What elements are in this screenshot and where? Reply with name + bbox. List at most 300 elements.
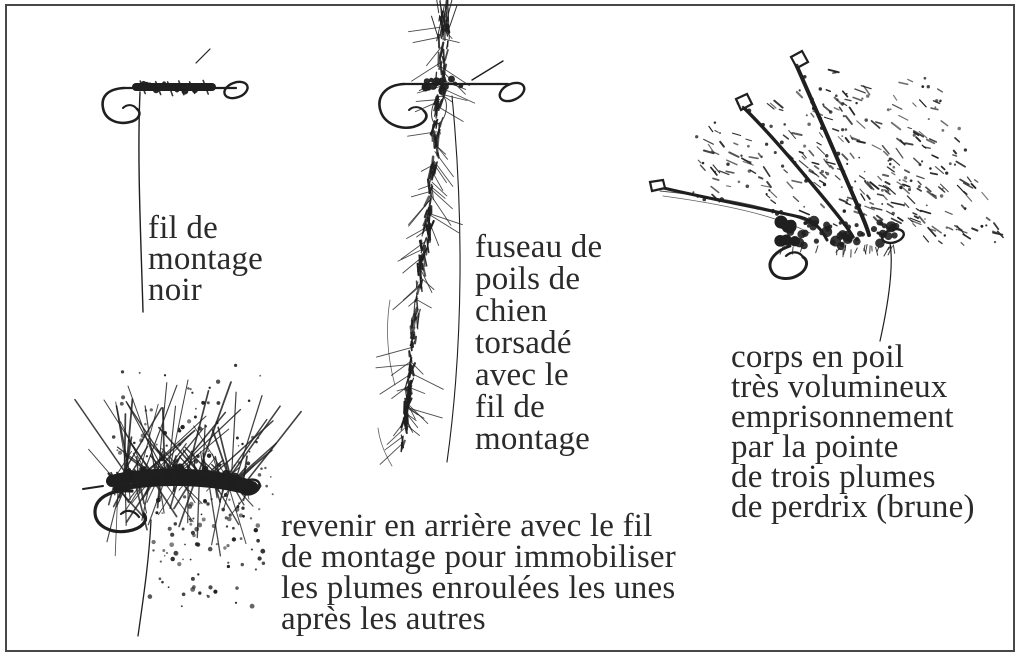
speck [246,461,250,465]
wrap-blob [162,81,166,85]
fiber-dash [733,133,741,135]
fiber-dash [963,234,970,238]
fiber-dash [831,166,834,169]
speck [159,577,162,580]
body-hair [801,247,802,252]
fiber-speck [799,89,801,91]
fiber-speck [803,206,805,208]
quill-barb-dot [703,198,707,202]
fiber-dash [809,151,813,156]
fiber-speck [939,100,941,102]
speck [144,423,147,426]
speck [260,467,263,470]
quill-barb-dot [772,211,774,213]
fiber-dash [942,167,945,170]
body-hair [866,245,868,254]
wrap-blob [442,83,449,90]
fiber-speck [926,205,928,207]
speck [201,514,203,516]
speck [174,551,178,555]
spindle-hair [410,365,411,371]
fiber-speck [692,191,694,193]
fiber-dash [884,196,887,199]
speck [207,401,210,404]
fiber-speck [812,107,815,110]
body-blob [879,222,883,226]
speck [174,459,178,463]
speck [259,375,261,377]
spindle-whisker [434,164,447,183]
fiber-dash [915,216,918,218]
fiber-dash [764,167,770,176]
speck [229,513,232,516]
speck [151,540,155,544]
speck [156,444,158,446]
speck [238,445,240,447]
fiber-speck [944,234,946,236]
hook-eye [222,79,250,101]
fiber-dash [905,170,909,172]
hackle-hair-up [89,449,113,477]
speck [162,549,165,552]
fiber-dash [905,143,912,144]
fiber-dash [842,154,847,159]
fiber-dash [913,103,916,106]
speck [241,443,243,445]
speck [164,555,166,557]
quill-barb-dot [749,113,752,116]
body-blob [781,235,792,246]
fiber-speck [846,163,848,165]
speck [199,502,201,504]
body-blob [855,237,859,241]
speck [213,590,217,594]
label-corps-en-poil [731,339,975,525]
fiber-speck [747,145,750,148]
fiber-dash [861,194,865,200]
fiber-speck [823,183,826,186]
fiber-speck [864,171,866,173]
fiber-dash [975,180,978,182]
spindle-whisker [409,27,444,32]
speck [170,533,174,537]
fiber-dash [713,178,719,180]
body-hair [845,246,846,251]
speck [183,495,186,498]
fiber-dash [953,155,957,156]
quill-barb-dot [804,179,808,183]
spindle-hair [437,142,438,156]
fiber-speck [719,132,721,134]
speck [221,508,225,512]
label-line: avec le [475,357,569,393]
fiber-speck [946,226,948,228]
speck [182,592,186,596]
hackle-hair-up [246,412,301,482]
fiber-dash [917,189,921,191]
speck [134,469,136,471]
speck [241,507,244,510]
speck [250,604,255,609]
label-line: les plumes enroulées les unes [281,570,676,606]
spindle-whisker [434,161,453,186]
speck [262,561,266,565]
label-fuseau-de-poils [475,231,602,455]
body-blob [843,221,848,226]
fiber-speck [964,148,967,151]
fiber-dash [715,131,718,133]
fiber-dash [908,128,912,129]
speck [232,527,235,530]
speck [209,387,211,389]
fiber-dash [846,138,849,142]
fiber-speck [843,115,845,117]
speck [168,586,170,588]
speck [190,587,195,592]
fiber-speck [846,199,848,201]
wrap-blob [448,76,455,83]
fiber-speck [924,218,926,220]
fiber-dash [908,79,913,81]
fiber-dash [872,145,881,150]
label-fil-de-montage-noir [148,210,264,308]
fiber-dash [855,89,865,93]
speck [238,502,240,504]
speck [248,399,251,402]
speck [233,464,235,466]
speck [232,537,236,541]
fiber-dash [833,129,839,131]
fiber-dash [870,203,873,205]
feather-vane-line [660,191,818,226]
speck [227,565,230,568]
fiber-dash [891,203,902,205]
fiber-dash [941,184,949,192]
label-line: fil de [475,389,545,425]
pointer-line [472,61,503,80]
wrap-blob [453,82,457,86]
partridge-feather-fly-drawing [650,51,1003,341]
body-blob [797,230,805,238]
quill-barb-dot [756,207,759,210]
speck [212,524,216,528]
fiber-dash [746,139,752,141]
fiber-speck [921,160,923,162]
fiber-dash [846,116,852,124]
spindle-top-whisker [434,0,439,13]
fiber-speck [841,135,843,137]
fiber-speck [761,155,763,157]
fiber-dash [846,203,851,205]
fiber-speck [890,108,892,110]
speck [177,562,181,566]
fiber-dash [850,107,855,114]
speck [272,493,274,495]
fiber-dash [945,211,952,214]
body-blob [891,232,897,238]
fiber-dash [886,182,890,184]
fiber-speck [854,195,856,197]
spindle-hair [445,50,448,61]
fiber-dash [867,195,870,198]
speck [207,450,208,451]
fiber-speck [825,154,829,158]
speck [251,436,255,440]
fiber-dash [820,173,826,178]
fiber-speck [845,128,848,131]
speck [236,437,239,440]
speck [184,544,186,546]
speck [160,561,162,563]
fiber-dash [821,204,824,207]
label-line: poils de [475,261,581,297]
speck [192,534,196,538]
fiber-dash [961,243,964,246]
fiber-speck [881,203,883,205]
speck [189,518,191,520]
spindle-hair [415,337,416,344]
fiber-speck [861,97,863,99]
speck [118,451,122,455]
fiber-dash [896,148,903,158]
wrap-blob [429,82,437,90]
fiber-speck [935,99,938,102]
fiber-speck [908,188,911,191]
fiber-dash [840,107,843,111]
hanging-thread [139,92,143,312]
fiber-dash [938,89,943,92]
spindle-whisker [418,300,432,308]
fiber-dash [820,133,823,138]
quill-barb-dot [850,192,853,195]
fiber-speck [934,106,936,108]
speck [215,421,218,424]
fiber-dash [918,181,921,184]
fiber-dash [968,177,972,182]
fiber-speck [854,180,856,182]
hackle-hair-up [170,380,188,468]
speck [216,380,220,384]
speck [218,463,222,467]
fiber-dash [711,187,719,193]
fiber-dash [941,121,947,126]
body-blob [810,220,815,225]
body-blob [838,230,847,239]
body-blob [847,237,852,242]
quill-barb-dot [763,127,765,129]
fiber-dash [878,194,884,195]
spindle-hair [420,267,421,278]
speck [156,498,161,503]
speck [194,416,197,419]
wrap-blob [459,83,464,88]
fiber-dash [957,185,965,193]
fiber-speck [881,189,884,192]
fiber-dash [860,176,865,179]
label-line: montage [475,421,591,457]
fiber-speck [924,77,927,80]
fiber-dash [771,200,776,203]
fiber-speck [864,118,867,121]
spindle-whisker [431,190,452,209]
speck [224,493,228,497]
fiber-dash [874,217,877,220]
body-blob [778,218,789,229]
fiber-dash [824,106,831,111]
fiber-dash [701,165,706,170]
fiber-dash [815,166,819,169]
fiber-dash [800,211,810,215]
speck [254,528,258,532]
fiber-speck [918,185,921,188]
fiber-dash [876,122,882,124]
spindle-hair [436,122,437,128]
fiber-dash [893,105,902,110]
label-line: montage [148,241,264,277]
fiber-speck [956,229,958,231]
fiber-dash [797,92,802,97]
leader-dash [83,486,103,489]
fiber-dash [759,177,762,178]
fiber-speck [929,167,932,170]
bushy-wrapped-fly-drawing [75,364,301,636]
speck [168,527,172,531]
speck [242,515,245,518]
speck [148,594,153,599]
fiber-speck [765,143,768,146]
fiber-dash [834,108,839,110]
speck [203,499,207,503]
spindle-whisker [407,403,428,423]
speck [146,455,148,457]
speck [196,454,199,457]
speck [201,401,205,405]
label-line: fuseau de [475,229,603,265]
label-line: revenir en arrière avec le fil [281,508,653,544]
speck [226,525,228,527]
speck [223,546,226,549]
speck [227,562,229,564]
fiber-speck [832,72,834,74]
speck [150,408,153,411]
speck [178,443,181,446]
fiber-dash [734,143,738,145]
fiber-dash [956,162,965,167]
label-line: après les autres [281,601,486,637]
speck [234,364,237,367]
speck [265,485,268,488]
speck [182,528,185,531]
fiber-speck [949,162,952,165]
label-revenir-en-arriere [281,508,676,637]
quill-barb-dot [796,64,799,67]
speck [190,559,192,561]
speck [216,401,220,405]
speck [120,402,124,406]
speck [255,568,257,570]
fiber-speck [994,241,996,243]
fiber-dash [811,113,814,117]
fiber-dash [745,160,751,162]
wrap-blob [429,78,433,82]
label-line: noir [148,272,202,308]
body-hair [816,246,818,253]
quill-barb-dot [803,75,807,79]
speck [164,374,166,376]
fiber-speck [768,189,770,191]
fiber-speck [822,103,824,105]
fiber-speck [892,166,895,169]
fiber-dash [793,197,798,202]
fiber-dash [774,101,782,108]
wrap-blob [154,87,157,90]
fiber-speck [835,94,838,97]
spindle-hair [425,219,426,226]
spindle-hair [432,125,433,133]
speck [195,542,199,546]
speck [133,442,136,445]
fiber-dash [840,199,847,202]
fiber-speck [714,121,717,124]
fiber-dash [939,241,942,243]
speck [256,523,261,528]
pointer-line [196,49,210,63]
speck [181,605,183,607]
fiber-speck [954,164,956,166]
fiber-dash [826,90,830,92]
speck [260,549,265,554]
spindle-whisker [410,373,443,390]
speck [204,425,207,428]
fiber-speck [726,162,729,165]
fiber-speck [903,204,905,206]
speck [227,517,232,522]
spindle-hair [447,41,448,49]
quill-barb-dot [737,102,740,105]
speck [121,395,125,399]
fiber-dash [966,195,972,202]
fiber-speck [858,157,860,159]
fiber-dash [932,155,938,158]
fiber-speck [836,98,839,101]
fiber-dash [923,236,928,242]
speck [238,461,241,464]
speck [226,544,229,547]
fiber-dash [949,228,953,230]
quill-barb-dot [820,126,824,130]
fiber-dash [720,142,724,147]
spindle-whisker [380,443,402,464]
quill-barb-dot [780,140,784,144]
speck [216,543,218,545]
fiber-speck [980,225,983,228]
speck [139,438,143,442]
spindle-hair [418,264,419,276]
fiber-speck [794,161,796,163]
speck [187,387,190,390]
speck [160,457,165,462]
speck [198,591,201,594]
fiber-speck [889,163,892,166]
fiber-dash [800,152,803,153]
body-blob [830,239,836,245]
fiber-speck [806,114,808,116]
fiber-dash [767,195,770,198]
fiber-dash [838,137,843,142]
speck [191,577,195,581]
speck [264,467,266,469]
spindle-whisker [377,347,413,357]
